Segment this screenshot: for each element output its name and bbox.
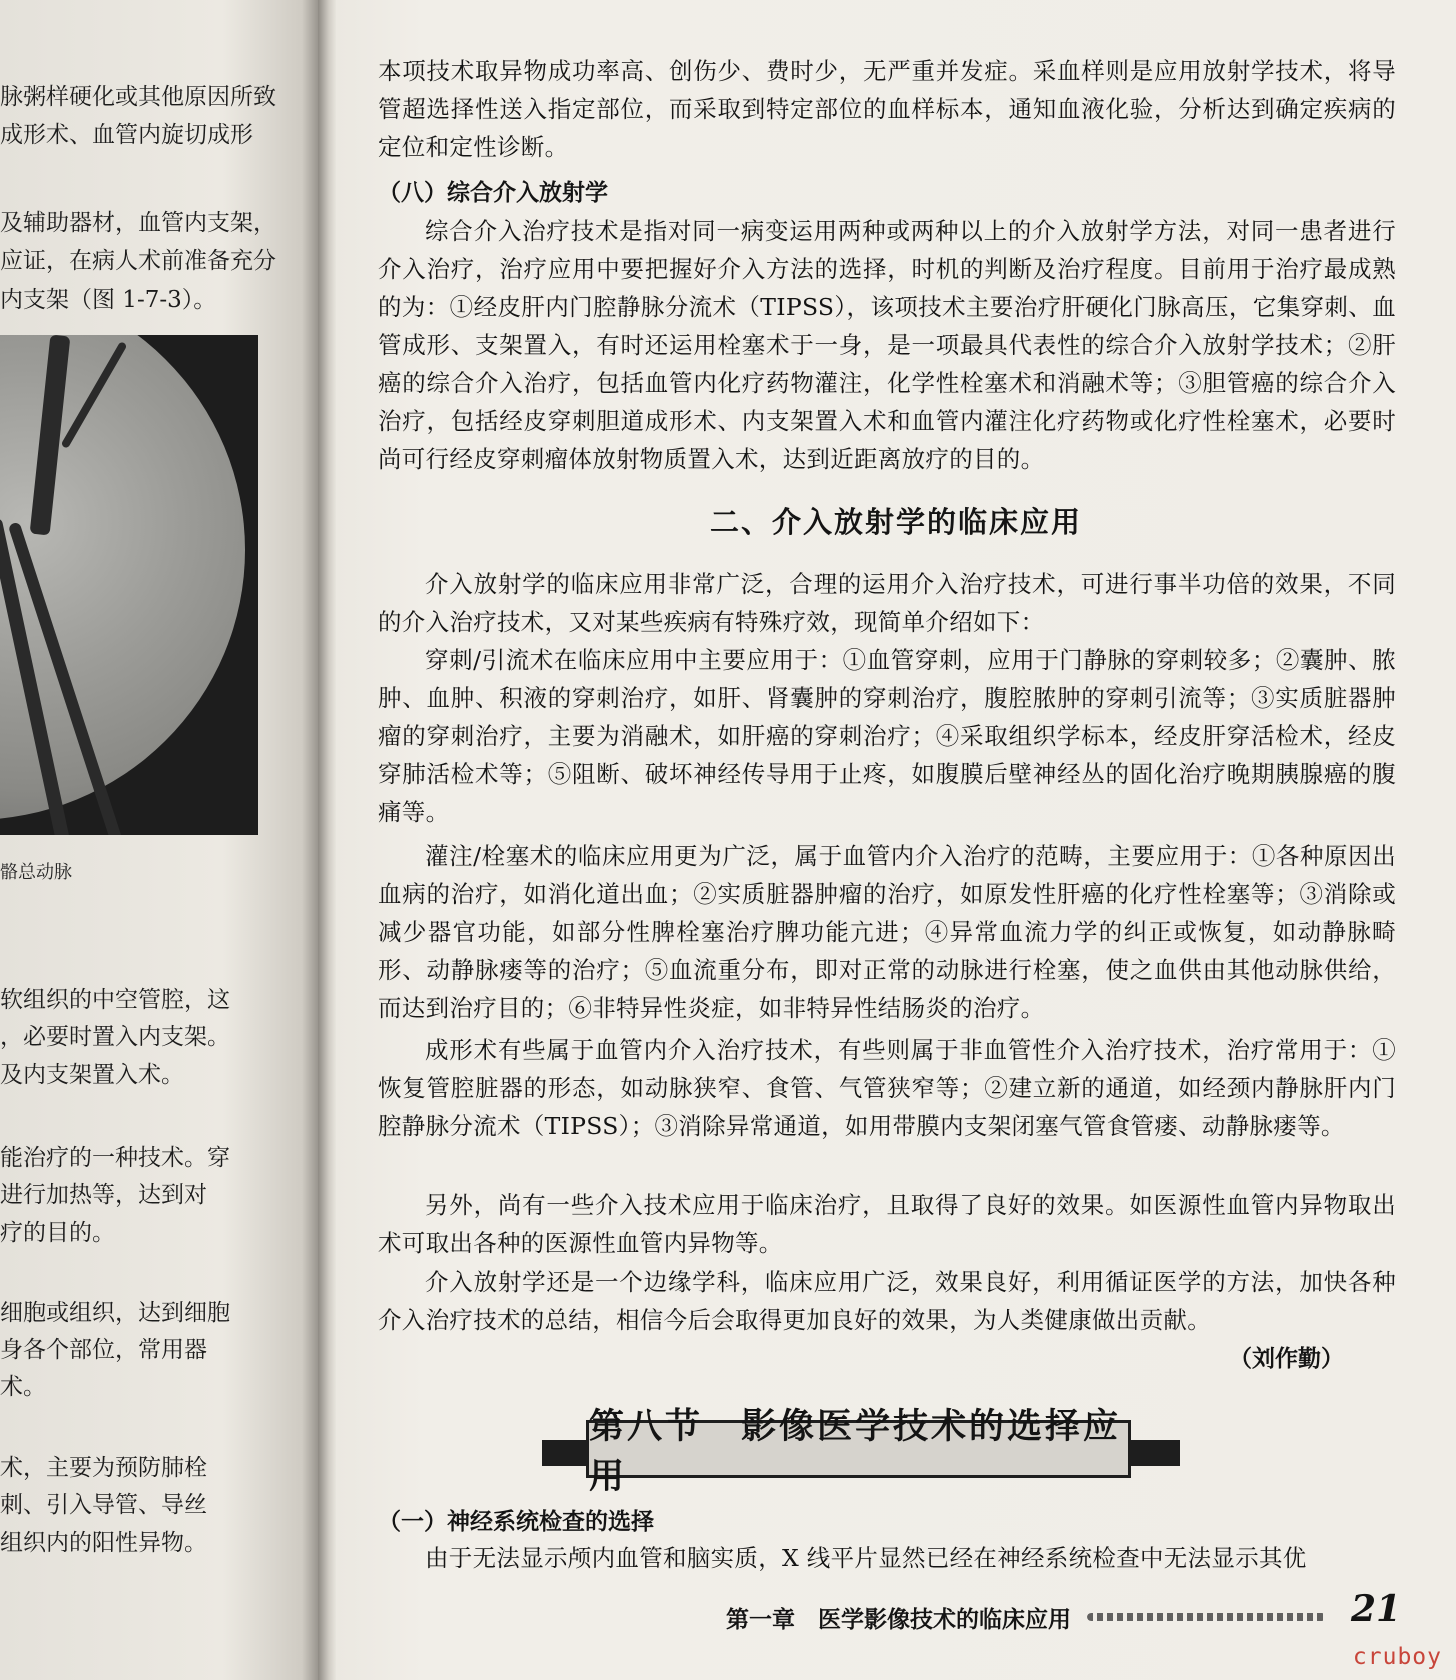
footer-wave-rule (1087, 1613, 1326, 1621)
figure-caption: 骼总动脉 (0, 862, 72, 883)
left-text-line: 疗的目的。 (0, 1220, 115, 1246)
body-paragraph: 另外，尚有一些介入技术应用于临床治疗，且取得了良好的效果。如医源性血管内异物取出术可取出各种的医源性血管内异物等。 (378, 1191, 1396, 1257)
chapter-section-title: 第八节 影像医学技术的选择应用 (586, 1420, 1131, 1478)
body-paragraph: 介入放射学的临床应用非常广泛，合理的运用介入治疗技术，可进行事半功倍的效果，不同的介入治疗技术，又对某些疾病有特殊疗效，现简单介绍如下： (378, 570, 1396, 636)
page-number: 21 (1351, 1588, 1402, 1630)
chapter-section-banner (542, 1406, 1180, 1497)
intro-paragraph: 本项技术取异物成功率高、创伤少、费时少，无严重并发症。采血样则是应用放射学技术，将导管超选择性送入指定部位，而采取到特定部位的血样标本，通知血液化验，分析达到确定疾病的定位和定性诊断。 (378, 57, 1396, 161)
author-attribution: （刘作勤） (1229, 1346, 1344, 1372)
body-paragraph: 综合介入治疗技术是指对同一病变运用两种或两种以上的介入放射学方法，对同一患者进行介入治疗，治疗应用中要把握好介入方法的选择，时机的判断及治疗程度。目前用于治疗最成熟的为：①经皮肝内门腔静脉分流术（TIPSS），该项技术主要治疗肝硬化门脉高压，它集穿刺、血管成形、支架置入，有时还运用栓塞术于一身，是一项最具代表性的综合介入放射学技术；②肝癌的综合介入治疗，包括血管内化疗药物灌注，化学性栓塞术和消融术等；③胆管癌的综合介入治疗，包括经皮穿刺胆道成形术、内支架置入术和血管内灌注化疗药物或化疗性栓塞术，必要时尚可行经皮穿刺瘤体放射物质置入术，达到近距离放疗的目的。 (378, 217, 1396, 473)
left-text-line: 组织内的阳性异物。 (0, 1530, 207, 1556)
right-page (336, 0, 1456, 1680)
left-text-line: 身各个部位，常用器 (0, 1337, 207, 1363)
left-text-line: 软组织的中空管腔，这 (0, 987, 230, 1013)
left-text-line: 术。 (0, 1374, 46, 1400)
left-text-line: 内支架（图 1-7-3）。 (0, 287, 217, 313)
book-spine-shadow (318, 0, 336, 1680)
left-text-line: 术，主要为预防肺栓 (0, 1455, 207, 1481)
subsection-heading: （八）综合介入放射学 (378, 180, 608, 206)
left-text-line: ，必要时置入内支架。 (0, 1024, 230, 1050)
body-paragraph: 由于无法显示颅内血管和脑实质，X 线平片显然已经在神经系统检查中无法显示其优 (425, 1544, 1307, 1572)
page-footer (726, 1597, 1326, 1637)
left-text-line: 刺、引入导管、导丝 (0, 1492, 207, 1518)
subsection-heading: （一）神经系统检查的选择 (378, 1509, 654, 1535)
left-text-line: 成形术、血管内旋切成形 (0, 122, 253, 148)
footer-chapter-title: 第一章 医学影像技术的临床应用 (726, 1606, 1071, 1633)
body-paragraph: 灌注/栓塞术的临床应用更为广泛，属于血管内介入治疗的范畴，主要应用于：①各种原因出血病的治疗，如消化道出血；②实质脏器肿瘤的治疗，如原发性肝癌的化疗性栓塞等；③消除或减少器官功能，如部分性脾栓塞治疗脾功能亢进；④异常血流力学的纠正或恢复，如动静脉畸形、动静脉瘘等的治疗；⑤血流重分布，即对正常的动脉进行栓塞，使之血供由其他动脉供给，而达到治疗目的；⑥非特异性炎症，如非特异性结肠炎的治疗。 (378, 842, 1396, 1022)
left-text-line: 能治疗的一种技术。穿 (0, 1145, 230, 1171)
left-facing-page (0, 0, 318, 1680)
body-paragraph: 穿刺/引流术在临床应用中主要应用于：①血管穿刺，应用于门静脉的穿刺较多；②囊肿、脓肿、血肿、积液的穿刺治疗，如肝、肾囊肿的穿刺治疗，腹腔脓肿的穿刺引流等；③实质脏器肿瘤的穿刺治疗，主要为消融术，如肝癌的穿刺治疗；④采取组织学标本，经皮肝穿活检术，经皮穿肺活检术等；⑤阻断、破坏神经传导用于止疼，如腹膜后壁神经丛的固化治疗晚期胰腺癌的腹痛等。 (378, 646, 1396, 826)
section-title: 二、介入放射学的临床应用 (709, 505, 1082, 539)
body-paragraph: 成形术有些属于血管内介入治疗技术，有些则属于非血管性介入治疗技术，治疗常用于：①恢复管腔脏器的形态，如动脉狭窄、食管、气管狭窄等；②建立新的通道，如经颈内静脉肝内门腔静脉分流术（TIPSS）；③消除异常通道，如用带膜内支架闭塞气管食管瘘、动静脉瘘等。 (378, 1036, 1396, 1140)
left-text-line: 及辅助器材，血管内支架， (0, 210, 276, 236)
left-text-line: 及内支架置入术。 (0, 1062, 184, 1088)
watermark: cruboy (1352, 1644, 1442, 1670)
left-text-line: 进行加热等，达到对 (0, 1182, 207, 1208)
left-text-line: 脉粥样硬化或其他原因所致 (0, 84, 276, 110)
angiography-xray-figure (0, 335, 258, 835)
body-paragraph: 介入放射学还是一个边缘学科，临床应用广泛，效果良好，利用循证医学的方法，加快各种介入治疗技术的总结，相信今后会取得更加良好的效果，为人类健康做出贡献。 (378, 1268, 1396, 1334)
left-text-line: 应证，在病人术前准备充分 (0, 248, 276, 274)
left-text-line: 细胞或组织，达到细胞 (0, 1300, 230, 1326)
